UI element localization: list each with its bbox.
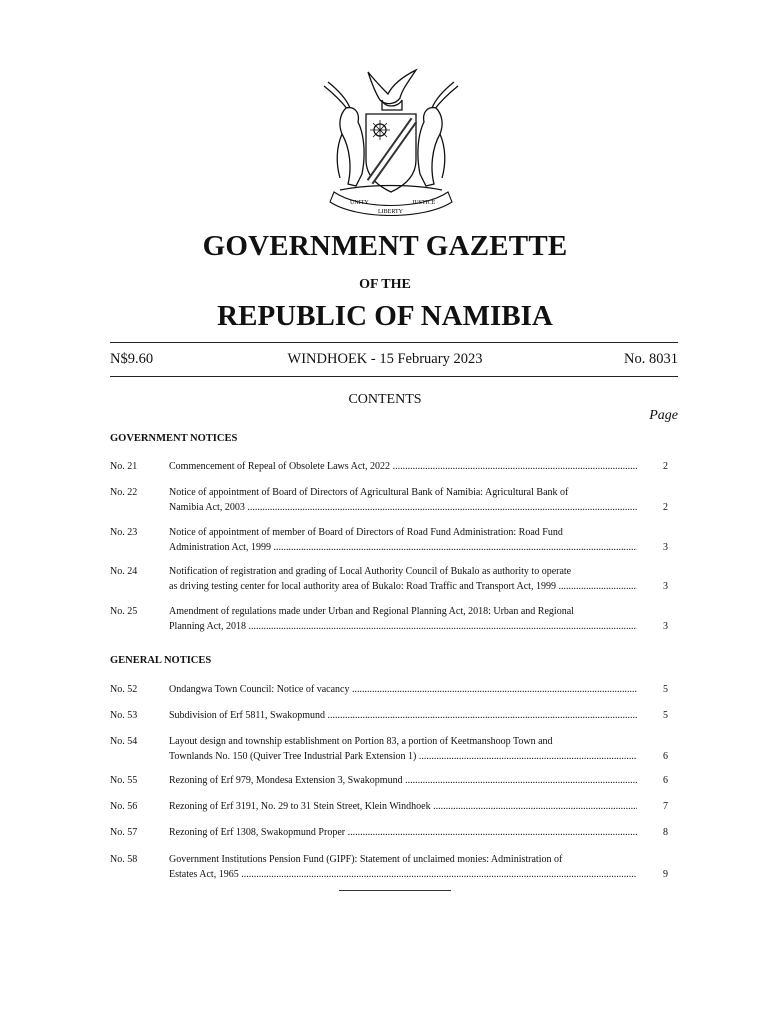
notice-page-number: 7: [663, 801, 668, 812]
price: N$9.60: [110, 351, 154, 367]
shield-icon: [366, 114, 416, 192]
notice-page-number: 8: [663, 827, 668, 838]
gazette-title: GOVERNMENT GAZETTE: [202, 230, 568, 262]
notice-entry: [110, 485, 668, 515]
notice-title: [169, 459, 637, 474]
notice-page-number: 5: [663, 684, 668, 695]
notice-title: [169, 734, 637, 764]
notice-title-line: Townlands No. 150 (Quiver Tree Industrial Park Extension 1) .....: [169, 749, 637, 764]
notice-title-line: Layout design and township establishment on Portion 83, a portion of Keetmanshoop Town and: [169, 736, 553, 747]
notice-title-line: Ondangwa Town Council: Notice of vacancy .....: [169, 682, 637, 697]
notice-title-line: Government Institutions Pension Fund (GIPF): Statement of unclaimed monies: Administration of: [169, 854, 563, 865]
notice-number: No. 22: [110, 487, 138, 498]
notice-number: No. 25: [110, 606, 138, 617]
notice-entry: [110, 459, 668, 474]
header-rule-bottom: [110, 376, 678, 377]
notice-title-line: Amendment of regulations made under Urban and Regional Planning Act, 2018: Urban and Regional: [169, 606, 574, 617]
notice-entry: [110, 564, 668, 594]
notice-title-line: Rezoning of Erf 3191, No. 29 to 31 Stein Street, Klein Windhoek .....: [169, 799, 637, 814]
notice-number: No. 23: [110, 527, 138, 538]
contents-heading: CONTENTS: [348, 392, 422, 407]
page-column-heading: Page: [649, 408, 678, 423]
notice-title-line: as driving testing center for local authority area of Bukalo: Road Traffic and Transport Act, 1999 .....: [169, 579, 637, 594]
notice-entry: [110, 682, 668, 697]
notice-title-line: Planning Act, 2018 .....: [169, 619, 637, 634]
coat-of-arms-emblem: [320, 64, 462, 216]
right-oryx-icon: [418, 82, 458, 186]
gazette-subtitle: OF THE: [359, 277, 411, 292]
notice-number: No. 55: [110, 775, 138, 786]
header-rule-top: [110, 342, 678, 343]
notice-title-line: Notification of registration and grading of Local Authority Council of Bukalo as authority to operate: [169, 566, 572, 577]
notice-page-number: 2: [663, 461, 668, 472]
notice-title-line: Subdivision of Erf 5811, Swakopmund .....: [169, 708, 637, 723]
notice-entry: [110, 825, 668, 840]
left-oryx-icon: [324, 82, 364, 186]
notice-page-number: 6: [663, 775, 668, 786]
notice-entry: [110, 525, 668, 555]
notice-entry: [110, 799, 668, 814]
notice-title: [169, 825, 637, 840]
notice-entry: [110, 708, 668, 723]
notice-entry: [110, 773, 668, 788]
notice-page-number: 6: [663, 751, 668, 762]
notice-title-line: Notice of appointment of member of Board of Directors of Road Fund Administration: Road Fund: [169, 527, 563, 538]
general-notices-heading: GENERAL NOTICES: [110, 655, 212, 666]
notice-title: [169, 564, 637, 594]
notice-number: No. 53: [110, 710, 138, 721]
end-rule: [339, 890, 451, 891]
notice-number: No. 21: [110, 461, 138, 472]
notice-page-number: 3: [663, 542, 668, 553]
notice-title-line: Rezoning of Erf 979, Mondesa Extension 3, Swakopmund .....: [169, 773, 637, 788]
notice-title-line: Estates Act, 1965 .....: [169, 867, 637, 882]
notice-title: [169, 604, 637, 634]
place-date: WINDHOEK - 15 February 2023: [287, 351, 483, 367]
government-notices-heading: GOVERNMENT NOTICES: [110, 433, 238, 444]
notice-entry: [110, 604, 668, 634]
notice-title: [169, 852, 637, 882]
motto-unity: UNITY: [350, 200, 369, 206]
notice-page-number: 5: [663, 710, 668, 721]
notice-page-number: 2: [663, 502, 668, 513]
notice-number: No. 24: [110, 566, 138, 577]
notice-title: [169, 773, 637, 788]
motto-liberty: LIBERTY: [378, 209, 403, 215]
notice-title-line: Administration Act, 1999 .....: [169, 540, 637, 555]
notice-number: No. 57: [110, 827, 138, 838]
notice-page-number: 9: [663, 869, 668, 880]
notice-number: No. 54: [110, 736, 138, 747]
notice-title: [169, 525, 637, 555]
notice-title: [169, 708, 637, 723]
notice-entry: [110, 734, 668, 764]
notice-title: [169, 799, 637, 814]
eagle-icon: [368, 70, 416, 110]
country-title: REPUBLIC OF NAMIBIA: [217, 300, 553, 332]
motto-justice: JUSTICE: [412, 200, 436, 206]
notice-entry: [110, 852, 668, 882]
issue-number: No. 8031: [624, 351, 678, 367]
notice-title-line: Namibia Act, 2003 .....: [169, 500, 637, 515]
notice-title-line: Commencement of Repeal of Obsolete Laws Act, 2022 .....: [169, 459, 637, 474]
notice-title-line: Notice of appointment of Board of Directors of Agricultural Bank of Namibia: Agricultural Bank of: [169, 487, 569, 498]
notice-number: No. 58: [110, 854, 138, 865]
notice-title: [169, 682, 637, 697]
notice-number: No. 52: [110, 684, 138, 695]
notice-page-number: 3: [663, 621, 668, 632]
notice-title: [169, 485, 637, 515]
notice-page-number: 3: [663, 581, 668, 592]
notice-number: No. 56: [110, 801, 138, 812]
notice-title-line: Rezoning of Erf 1308, Swakopmund Proper .....: [169, 825, 637, 840]
